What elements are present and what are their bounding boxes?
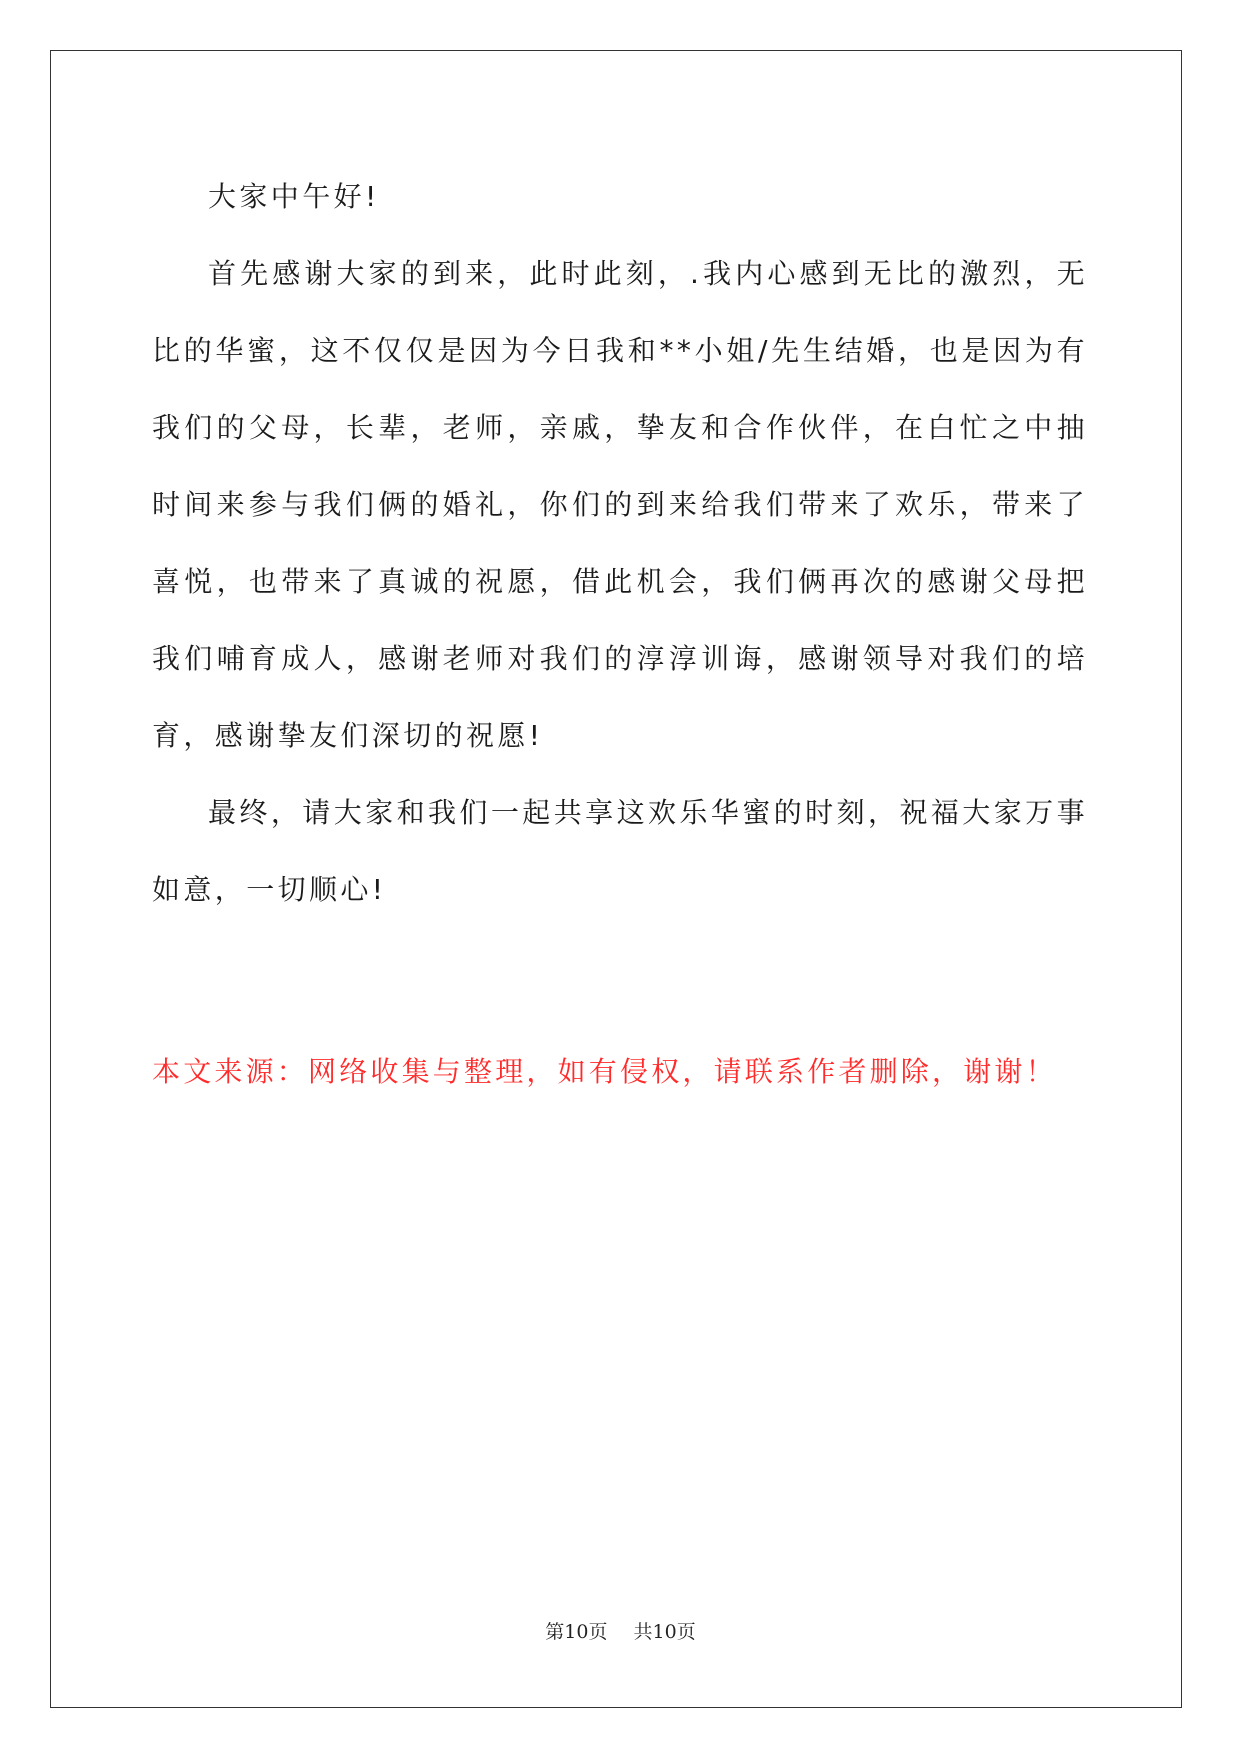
page-footer (0, 1618, 1241, 1646)
closing-paragraph: 最终，请大家和我们一起共享这欢乐华蜜的时刻，祝福大家万事如意，一切顺心! (152, 796, 1088, 906)
source-note: 本文来源：网络收集与整理，如有侵权，请联系作者删除，谢谢！ (152, 1055, 1057, 1088)
letter-body (152, 158, 1088, 928)
page-number-current: 第10页 (545, 1621, 608, 1643)
greeting-paragraph: 大家中午好! (208, 180, 380, 213)
thanks-paragraph: 首先感谢大家的到来，此时此刻，.我内心感到无比的激烈，无比的华蜜，这不仅仅是因为今日我和**小姐/先生结婚，也是因为有我们的父母，长辈，老师，亲戚，挚友和合作伙伴，在白忙之中抽时间来参与我们俩的婚礼，你们的到来给我们带来了欢乐，带来了喜悦，也带来了真诚的祝愿，借此机会，我们俩再次的感谢父母把我们哺育成人，感谢老师对我们的淳淳训诲，感谢领导对我们的培育，感谢挚友们深切的祝愿! (152, 257, 1088, 752)
page-number-total: 共10页 (633, 1621, 696, 1643)
